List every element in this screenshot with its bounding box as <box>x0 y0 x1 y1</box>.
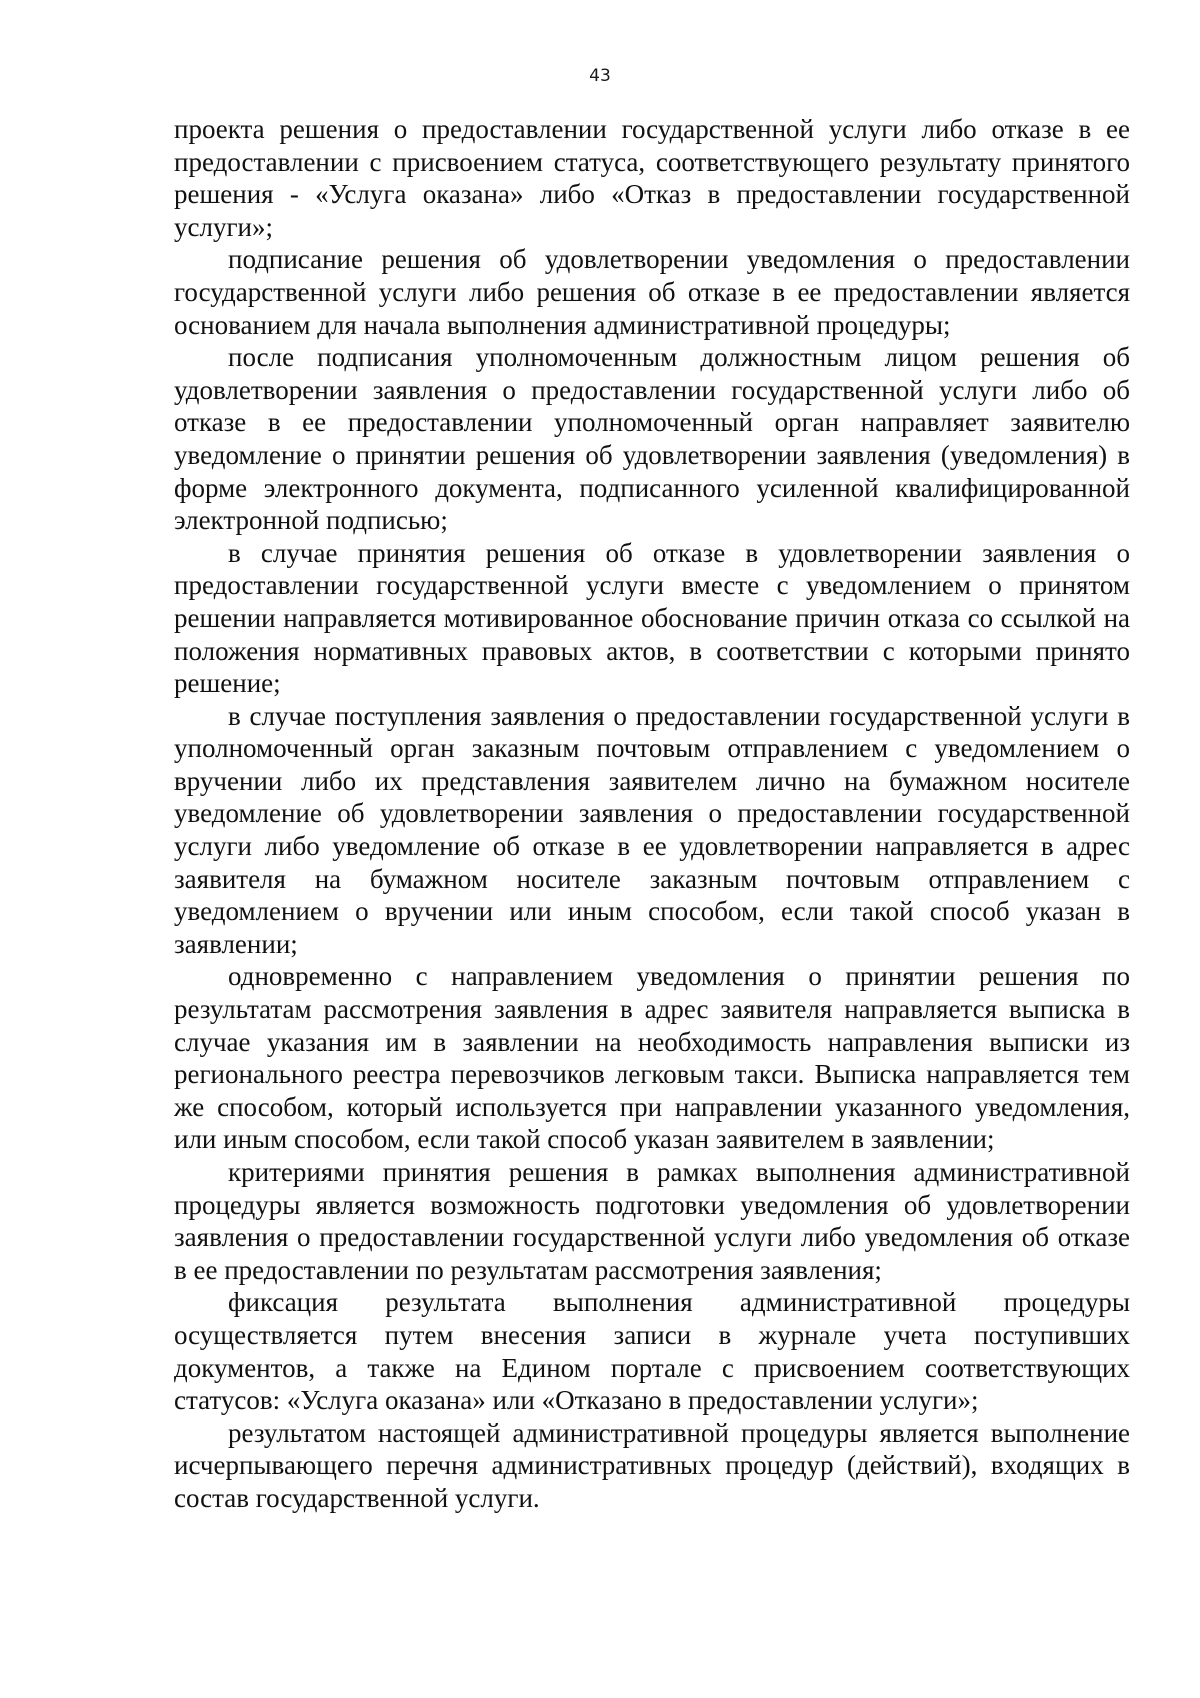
paragraph: одновременно с направлением уведомления о принятии решения по результатам рассмотрения заявления в адрес заявителя направляется выписка в случае указания им в заявлении на необходимость направления выписки из регионального реестра перевозчиков легковым такси. Выписка направляется тем же способом, который используется при направлении указанного уведомления, или иным способом, если такой способ указан заявителем в заявлении; <box>174 961 1130 1155</box>
document-body <box>174 113 1130 1515</box>
paragraph: в случае принятия решения об отказе в удовлетворении заявления о предоставлении государственной услуги вместе с уведомлением о принятом решении направляется мотивированное обоснование причин отказа со ссылкой на положения нормативных правовых актов, в соответствии с которыми принято решение; <box>174 537 1130 699</box>
paragraph: проекта решения о предоставлении государственной услуги либо отказе в ее предоставлении с присвоением статуса, соответствующего результату принятого решения - «Услуга оказана» либо «Отказ в предоставлении государственной услуги»; <box>174 114 1130 242</box>
paragraph: фиксация результата выполнения административной процедуры осуществляется путем внесения записи в журнале учета поступивших документов, а также на Едином портале с присвоением соответствующих статусов: «Услуга оказана» или «Отказано в предоставлении услуги»; <box>174 1287 1130 1416</box>
page-number: 43 <box>589 66 611 86</box>
paragraph: после подписания уполномоченным должностным лицом решения об удовлетворении заявления о предоставлении государственной услуги либо об отказе в ее предоставлении уполномоченный орган направляет заявителю уведомление о принятии решения об удовлетворении заявления (уведомления) в форме электронного документа, подписанного усиленной квалифицированной электронной подписью; <box>174 342 1130 536</box>
paragraph: критериями принятия решения в рамках выполнения административной процедуры является возможность подготовки уведомления об удовлетворении заявления о предоставлении государственной услуги либо уведомления об отказе в ее предоставлении по результатам рассмотрения заявления; <box>174 1157 1130 1285</box>
paragraph: подписание решения об удовлетворении уведомления о предоставлении государственной услуги либо решения об отказе в ее предоставлении является основанием для начала выполнения административной процедуры; <box>174 244 1130 340</box>
paragraph: в случае поступления заявления о предоставлении государственной услуги в уполномоченный орган заказным почтовым отправлением с уведомлением о вручении либо их представления заявителем лично на бумажном носителе уведомление об удовлетворении заявления о предоставлении государственной услуги либо уведомление об отказе в ее удовлетворении направляется в адрес заявителя на бумажном носителе заказным почтовым отправлением с уведомлением о вручении или иным способом, если такой способ указан в заявлении; <box>174 700 1130 959</box>
paragraph: результатом настоящей административной процедуры является выполнение исчерпывающего перечня административных процедур (действий), входящих в состав государственной услуги. <box>174 1417 1130 1513</box>
